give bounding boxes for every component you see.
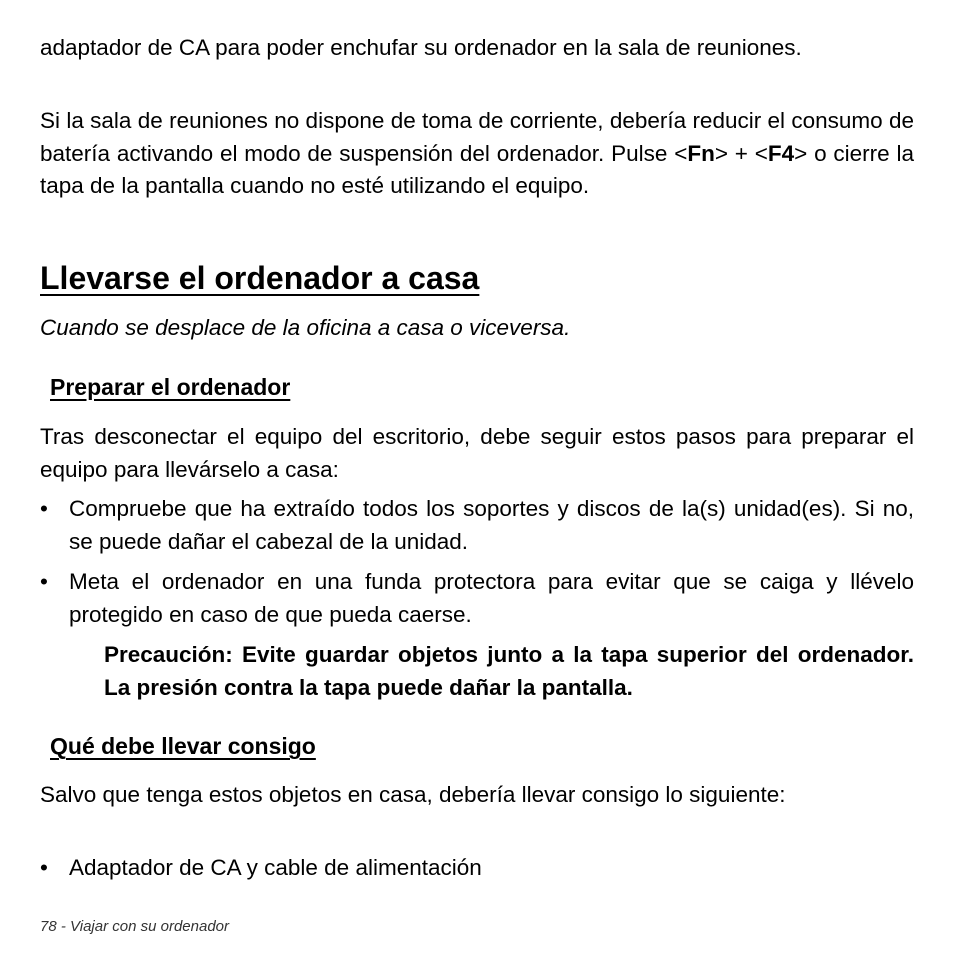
list-item-text: Adaptador de CA y cable de alimentación bbox=[69, 855, 482, 880]
bullet-marker: • bbox=[40, 496, 48, 521]
section-subtitle: Cuando se desplace de la oficina a casa o viceversa. bbox=[40, 315, 571, 340]
page-footer: 78 - Viajar con su ordenador bbox=[40, 918, 230, 935]
caution-note: Precaución: Evite guardar objetos junto a la tapa superior del ordenador. La presión contra la tapa puede dañar la pantalla. bbox=[104, 642, 914, 700]
paragraph-suspend-mode bbox=[40, 105, 914, 203]
bullet-marker: • bbox=[40, 569, 48, 594]
list-item bbox=[40, 493, 914, 558]
subsection-title-prepare: Preparar el ordenador bbox=[50, 374, 291, 400]
key-fn: Fn bbox=[687, 140, 715, 166]
list-item bbox=[40, 852, 914, 885]
section-title: Llevarse el ordenador a casa bbox=[40, 260, 480, 296]
list-item bbox=[40, 566, 914, 631]
paragraph-text: > o cierre la tapa de la pantalla cuando no esté utilizando el equipo. bbox=[40, 140, 914, 198]
list-item-text: Meta el ordenador en una funda protectora para evitar que se caiga y llévelo protegido en caso de que pueda caerse. bbox=[69, 569, 914, 627]
paragraph-bring-intro: Salvo que tenga estos objetos en casa, debería llevar consigo lo siguiente: bbox=[40, 782, 786, 807]
paragraph-text: Si la sala de reuniones no dispone de toma de corriente, debería reducir el consumo de batería activando el modo de suspensión del ordenador. Pulse < bbox=[40, 108, 914, 166]
paragraph-prepare-intro: Tras desconectar el equipo del escritorio, debe seguir estos pasos para preparar el equipo para llevárselo a casa: bbox=[40, 424, 914, 482]
key-f4: F4 bbox=[767, 140, 795, 166]
paragraph-text: > + < bbox=[714, 140, 768, 166]
paragraph-ac-adapter: adaptador de CA para poder enchufar su ordenador en la sala de reuniones. bbox=[40, 35, 802, 60]
list-item-text: Compruebe que ha extraído todos los soportes y discos de la(s) unidad(es). Si no, se puede dañar el cabezal de la unidad. bbox=[69, 496, 914, 554]
subsection-title-bring: Qué debe llevar consigo bbox=[50, 733, 316, 759]
bullet-marker: • bbox=[40, 855, 48, 880]
